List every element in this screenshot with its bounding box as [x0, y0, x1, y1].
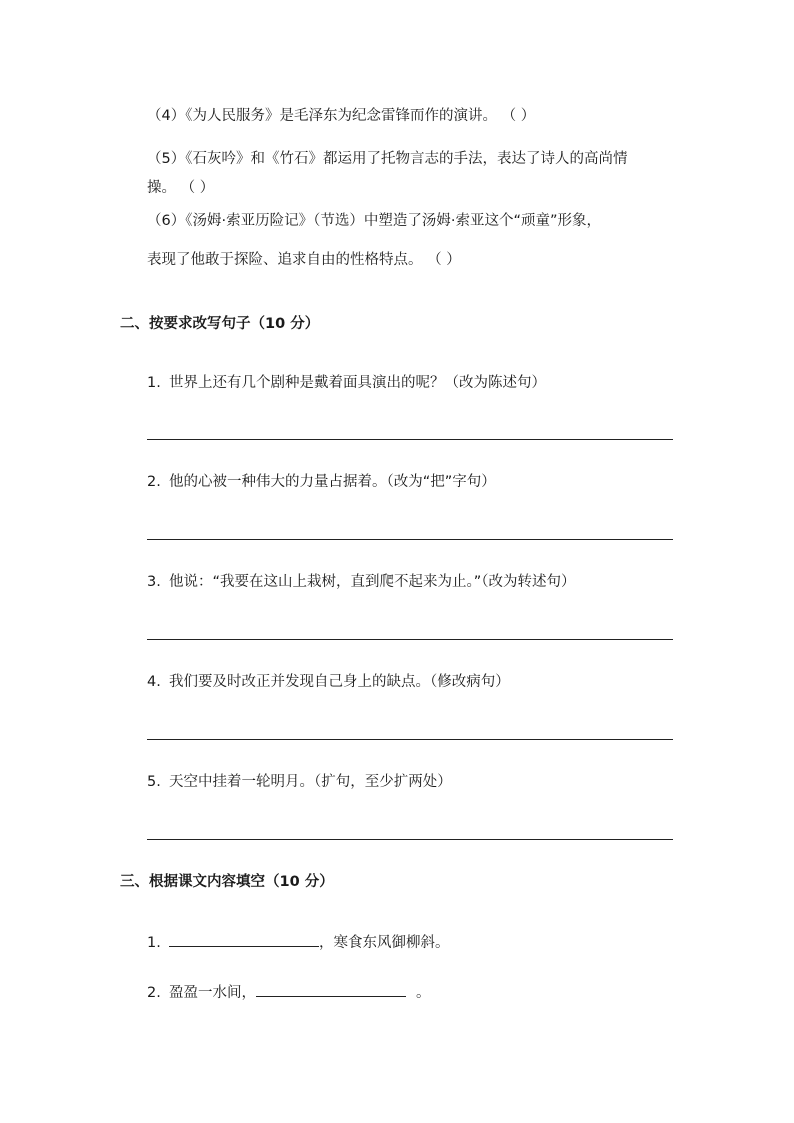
answer-line-5[interactable]	[147, 839, 673, 840]
answer-line-3[interactable]	[147, 639, 673, 640]
fill-item-2-text-after: 。	[416, 985, 431, 1001]
answer-line-2[interactable]	[147, 539, 673, 540]
section-heading-fill-in: 三、根据课文内容填空（10 分）	[120, 874, 334, 890]
judgement-item-4-text: （4）《为人民服务》是毛泽东为纪念雷锋而作的演讲。 （ ）	[147, 108, 536, 124]
judgement-item-6-text-line2: 表现了他敢于探险、追求自由的性格特点。 （ ）	[147, 252, 461, 268]
judgement-item-5-text-line2: 操。 （ ）	[147, 180, 215, 196]
section-heading-rewrite: 二、按要求改写句子（10 分）	[120, 316, 320, 332]
rewrite-item-5-text: 天空中挂着一轮明月。（扩句，至少扩两处）	[169, 774, 452, 790]
item-number: 1.	[147, 935, 161, 951]
fill-blank-2[interactable]	[256, 982, 406, 997]
fill-blank-1[interactable]	[169, 932, 319, 947]
rewrite-item-2-text: 他的心被一种伟大的力量占据着。（改为“把”字句）	[169, 474, 496, 490]
fill-item-1-text: ，寒食东风御柳斜。	[319, 935, 450, 951]
answer-line-1[interactable]	[147, 439, 673, 440]
fill-item-1	[147, 932, 450, 953]
judgement-item-5-cont	[147, 178, 214, 198]
item-number: 2.	[147, 474, 161, 490]
item-number: 4.	[147, 674, 161, 690]
judgement-item-6-text-line1: （6）《汤姆·索亚历险记》（节选）中塑造了汤姆·索亚这个“顽童”形象，	[147, 213, 601, 229]
rewrite-item-2	[147, 472, 496, 492]
rewrite-item-4	[147, 672, 510, 692]
fill-item-2	[147, 982, 431, 1003]
answer-line-4[interactable]	[147, 739, 673, 740]
rewrite-item-5	[147, 772, 452, 792]
judgement-item-6-cont	[147, 250, 461, 270]
item-number: 5.	[147, 774, 161, 790]
judgement-item-5-text-line1: （5）《石灰吟》和《竹石》都运用了托物言志的手法，表达了诗人的高尚情	[147, 151, 628, 167]
rewrite-item-3	[147, 572, 576, 592]
rewrite-item-1-text: 世界上还有几个剧种是戴着面具演出的呢？（改为陈述句）	[169, 375, 546, 391]
rewrite-item-1	[147, 373, 546, 393]
item-number: 3.	[147, 574, 161, 590]
rewrite-item-4-text: 我们要及时改正并发现自己身上的缺点。（修改病句）	[169, 674, 510, 690]
item-number: 2.	[147, 985, 161, 1001]
judgement-item-4	[147, 106, 535, 126]
item-number: 1.	[147, 375, 161, 391]
fill-item-2-text-before: 盈盈一水间，	[169, 985, 256, 1001]
judgement-item-5	[147, 149, 627, 169]
rewrite-item-3-text: 他说：“我要在这山上栽树，直到爬不起来为止。”（改为转述句）	[169, 574, 576, 590]
judgement-item-6	[147, 211, 601, 231]
